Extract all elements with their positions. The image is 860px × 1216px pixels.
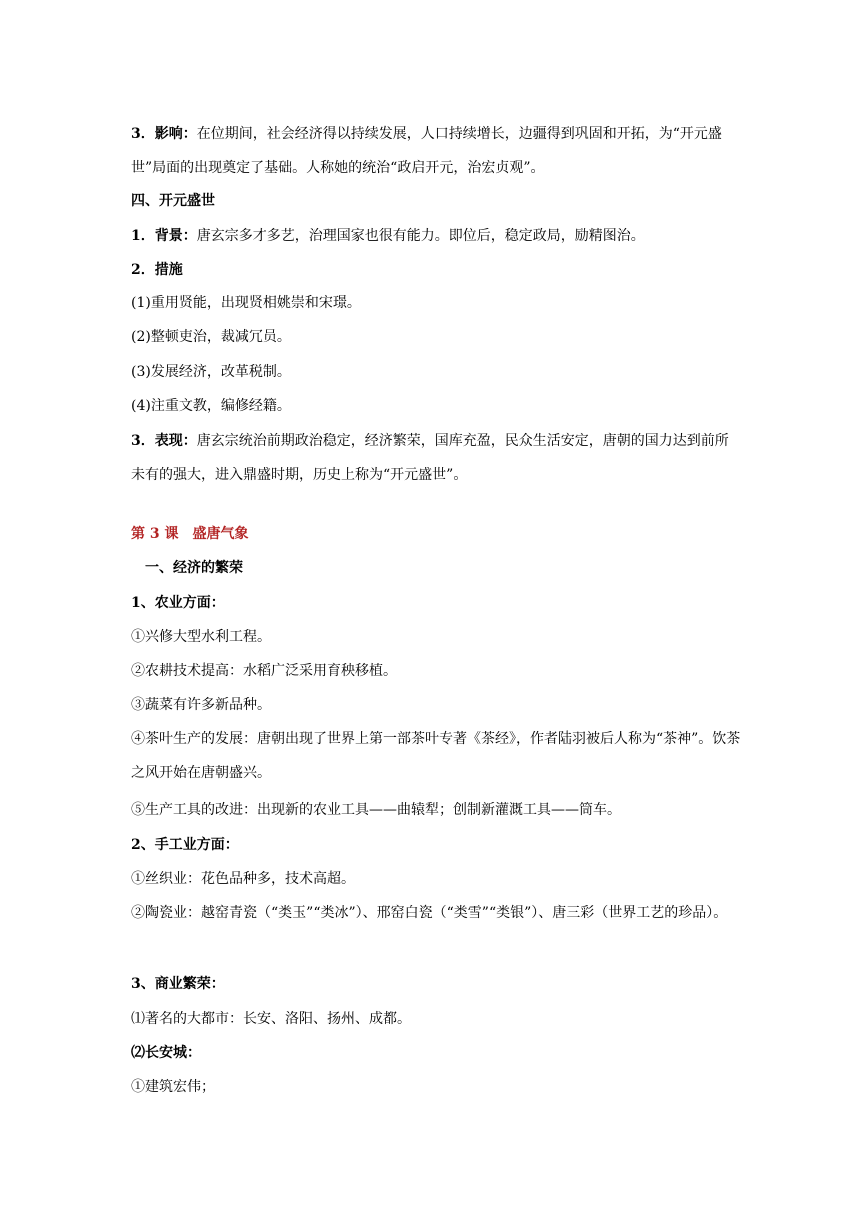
changan-label: ⑵长安城： bbox=[131, 1045, 201, 1061]
influence-text: 在位期间，社会经济得以持续发展，人口持续增长，边疆得到巩固和开拓，为“开元盛世”局面的出现奠定了基础。人称她的统治“政启开元，治宏贞观”。 bbox=[131, 126, 722, 176]
background-label: 1．背景： bbox=[131, 228, 197, 244]
handicraft-item: ①丝织业：花色品种多，技术高超。 bbox=[131, 871, 355, 887]
lesson-title: 第 3 课 盛唐气象 bbox=[131, 526, 249, 542]
performance-text: 唐玄宗统治前期政治稳定，经济繁荣，国库充盈，民众生活安定，唐朝的国力达到前所未有的强大，进入鼎盛时期，历史上称为“开元盛世”。 bbox=[131, 433, 729, 483]
agriculture-item: ③蔬菜有许多新品种。 bbox=[131, 697, 271, 713]
measure-item: (2)整顿吏治，裁减冗员。 bbox=[131, 329, 291, 345]
background-paragraph bbox=[131, 226, 741, 246]
commerce-label: 3、商业繁荣： bbox=[131, 976, 225, 992]
background-text: 唐玄宗多才多艺，治理国家也很有能力。即位后，稳定政局，励精图治。 bbox=[196, 228, 645, 244]
influence-label: 3．影响： bbox=[131, 126, 197, 142]
handicraft-item: ②陶瓷业：越窑青瓷（“类玉”“类冰”）、邢窑白瓷（“类雪”“类银”）、唐三彩（世界工艺的珍品）。 bbox=[131, 905, 728, 921]
influence-paragraph bbox=[131, 117, 741, 185]
agriculture-item: ⑤生产工具的改进：出现新的农业工具——曲辕犁；创制新灌溉工具——筒车。 bbox=[131, 802, 621, 818]
agriculture-item: ①兴修大型水利工程。 bbox=[131, 629, 271, 645]
measure-item: (1)重用贤能，出现贤相姚崇和宋璟。 bbox=[131, 295, 361, 311]
economy-heading: 一、经济的繁荣 bbox=[145, 560, 243, 576]
changan-item: ①建筑宏伟； bbox=[131, 1079, 215, 1095]
performance-paragraph bbox=[131, 424, 741, 492]
measures-label: 2．措施 bbox=[131, 262, 183, 278]
performance-label: 3．表现： bbox=[131, 433, 197, 449]
measure-item: (4)注重文教，编修经籍。 bbox=[131, 398, 291, 414]
handicraft-label: 2、手工业方面： bbox=[131, 837, 239, 853]
measure-item: (3)发展经济，改革税制。 bbox=[131, 364, 291, 380]
part4-heading: 四、开元盛世 bbox=[131, 193, 215, 209]
agriculture-item: ④茶叶生产的发展：唐朝出现了世界上第一部茶叶专著《茶经》，作者陆羽被后人称为“茶神”。饮茶之风开始在唐朝盛兴。 bbox=[131, 731, 741, 781]
agriculture-label: 1、农业方面： bbox=[131, 595, 225, 611]
agriculture-item: ②农耕技术提高：水稻广泛采用育秧移植。 bbox=[131, 663, 397, 679]
commerce-item: ⑴著名的大都市：长安、洛阳、扬州、成都。 bbox=[131, 1011, 411, 1027]
